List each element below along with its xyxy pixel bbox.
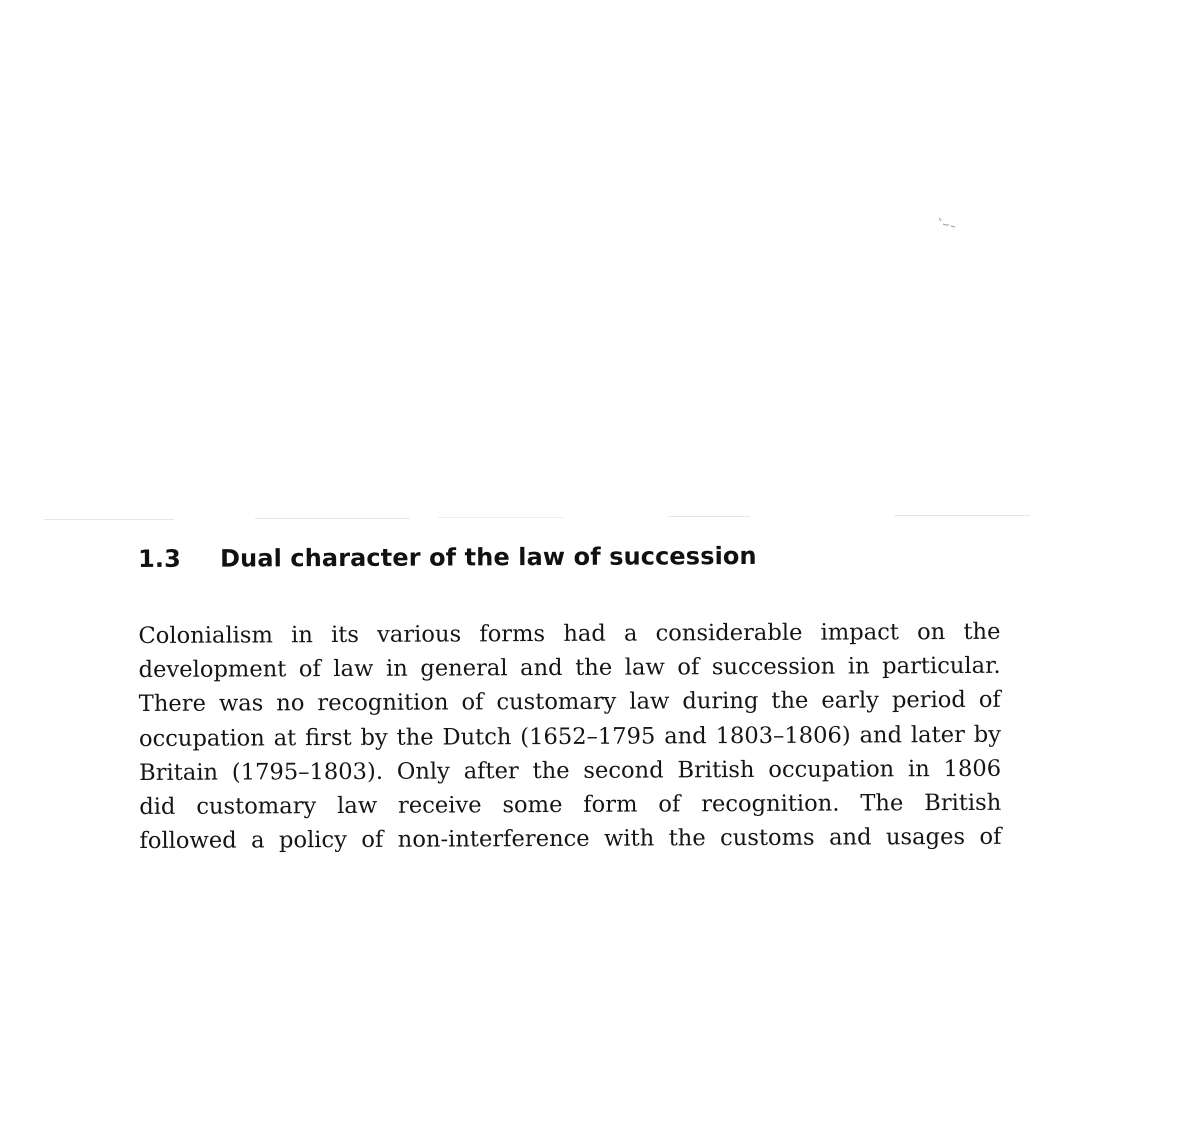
section-title: Dual character of the law of succession bbox=[219, 541, 757, 573]
faint-rule-segment bbox=[438, 517, 563, 518]
paragraph-line: There was no recognition of customary law during the early period of bbox=[138, 687, 1001, 718]
paragraph-line: Britain (1795–1803). Only after the second British occupation in 1806 bbox=[139, 755, 1002, 786]
paragraph-line: occupation at first by the Dutch (1652–1795 and 1803–1806) and later by bbox=[138, 721, 1001, 752]
paragraph-line: Colonialism in its various forms had a considerable impact on the bbox=[138, 618, 1001, 649]
faint-rule-segment bbox=[894, 515, 1030, 516]
paragraph-line: development of law in general and the law of succession in particular. bbox=[138, 652, 1001, 684]
section-number: 1.3 bbox=[138, 544, 181, 573]
paragraph-line: did customary law receive some form of recognition. The British bbox=[139, 789, 1002, 821]
faint-rule-segment bbox=[44, 519, 174, 520]
section-block bbox=[138, 541, 1010, 859]
paragraph-line: followed a policy of non-interference with the customs and usages of bbox=[139, 824, 1002, 855]
faint-rule-segment bbox=[255, 518, 410, 519]
scan-speck bbox=[936, 216, 958, 230]
faint-rule-segment bbox=[668, 516, 750, 517]
body-paragraph bbox=[138, 615, 1001, 859]
section-heading bbox=[138, 541, 1008, 573]
